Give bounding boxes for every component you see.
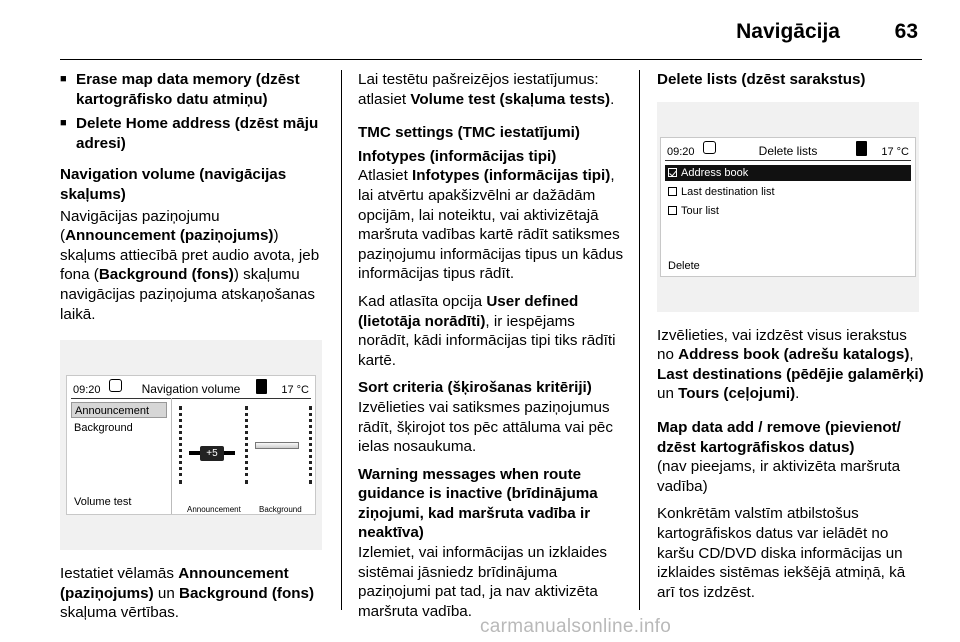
column-2	[358, 70, 628, 621]
nav-volume-screen	[66, 375, 316, 515]
background-slider[interactable]	[255, 442, 299, 449]
caption-announcement: Announcement	[187, 505, 241, 515]
temperature: 17 °C	[881, 145, 909, 158]
temperature: 17 °C	[281, 384, 309, 397]
dotted-scale-left	[179, 406, 182, 484]
checkbox-icon[interactable]	[668, 187, 677, 196]
menu-announcement[interactable]: Announcement	[71, 402, 167, 418]
screen-title: Delete lists	[758, 143, 818, 158]
list-item-last-destination[interactable]: Last destination list	[665, 184, 911, 200]
tmc-heading: TMC settings (TMC iestatījumi)	[358, 124, 580, 142]
status-bar	[67, 376, 315, 398]
page-number: 63	[894, 20, 918, 43]
screen-rule	[71, 398, 311, 399]
status-bar	[661, 138, 915, 160]
caption-background: Background	[259, 505, 302, 515]
header-rule	[60, 59, 922, 60]
bullet-delete-home: ■ Delete Home address (dzēst māju adresi)	[60, 114, 322, 153]
column-3	[657, 70, 925, 602]
menu-background[interactable]: Background	[74, 422, 133, 435]
column-1	[60, 70, 322, 623]
delete-button[interactable]: Delete	[668, 259, 700, 272]
nav-volume-figure	[60, 340, 322, 550]
phone-icon	[856, 141, 867, 156]
screen-title: Navigation volume	[141, 382, 241, 397]
delete-lists-screen	[660, 137, 916, 277]
checkbox-icon[interactable]	[668, 206, 677, 215]
map-data-heading: Map data add / remove (pievienot/ dzēst kartogrāfiskos datus)	[657, 418, 901, 456]
screen-divider	[171, 398, 172, 514]
delete-lists-figure	[657, 102, 919, 312]
nav-volume-heading: Navigation volume (navigācijas skaļums)	[60, 166, 287, 203]
map-data-text: Konkrētām valstīm atbilstošus kartogrāfiskos datus var ielādēt no karšu CD/DVD diska informācijas un izklaides sistēmas iekšējā atmiņā, kā arī tos izdzēst.	[657, 505, 906, 601]
list-item-address-book[interactable]: Address book	[665, 165, 911, 181]
nav-volume-caption: Iestatiet vēlamās Announcement (paziņojums) un Background (fons) skaļuma vērtības.	[60, 565, 314, 622]
dotted-scale-right	[309, 406, 312, 484]
warning-text: Izlemiet, vai informācijas un izklaides sistēmai jāsniedz brīdinājuma paziņojumi pat tad, ja nav aktivizēta maršruta vadība.	[358, 544, 607, 620]
delete-choose-text: Izvēlieties, vai izdzēst visus ierakstus no Address book (adrešu katalogs), Last destinations (pēdējie galamērķi) un Tours (ceļojumi).	[657, 326, 924, 403]
sort-text: Izvēlieties vai satiksmes paziņojumus rādīt, šķirojot tos pēc attāluma vai pēc ielas nosaukuma.	[358, 398, 613, 456]
warning-heading: Warning messages when route guidance is inactive (brīdinājuma ziņojumi, kad maršruta vadība ir neaktīva)	[358, 465, 598, 542]
checkbox-checked-icon[interactable]	[668, 168, 677, 177]
user-defined-text: Kad atlasīta opcija User defined (lietotāja norādīti), ir iespējams norādīt, kādi informācijas tipi tiks rādīti kartē.	[358, 292, 616, 369]
delete-lists-heading: Delete lists (dzēst sarakstus)	[657, 71, 866, 88]
page-header	[60, 8, 922, 60]
nav-volume-text: Navigācijas paziņojumu (Announcement (paziņojums)) skaļums attiecībā pret audio avota, jeb fona (Background (fons)) skaļumu navigācijas paziņojuma atskaņošanas laikā.	[60, 207, 320, 323]
infotypes-heading: Infotypes (informācijas tipi)	[358, 147, 557, 165]
menu-volume-test[interactable]: Volume test	[74, 496, 132, 509]
time-label: 09:20	[73, 384, 101, 397]
announcement-slider-knob[interactable]: +5	[200, 446, 224, 461]
dotted-scale-middle	[245, 406, 248, 484]
infotypes-text: Atlasiet Infotypes (informācijas tipi), lai atvērtu apakšizvēlni ar dažādām opcijām, lai noteiktu, vai aktivizētajā maršruta vadības kartē rādīt satiksmes paziņojumu informācijas tipus un kādus informācijas tipus rādīt.	[358, 167, 624, 283]
column-divider-1	[341, 70, 342, 610]
list-item-tour-list[interactable]: Tour list	[665, 203, 911, 219]
time-label: 09:20	[667, 145, 695, 158]
section-title: Navigācija	[736, 20, 840, 43]
column-divider-2	[639, 70, 640, 610]
bullet-erase-map: ■ Erase map data memory (dzēst kartogrāfisko datu atmiņu)	[60, 70, 322, 109]
map-data-note: (nav pieejams, ir aktivizēta maršruta vadība)	[657, 458, 901, 495]
screen-rule	[665, 160, 911, 161]
volume-test-intro: Lai testētu pašreizējos iestatījumus: atlasiet Volume test (skaļuma tests).	[358, 71, 615, 108]
phone-icon	[256, 379, 267, 394]
sort-heading: Sort criteria (šķirošanas kritēriji)	[358, 379, 592, 397]
watermark: carmanualsonline.info	[480, 616, 672, 637]
